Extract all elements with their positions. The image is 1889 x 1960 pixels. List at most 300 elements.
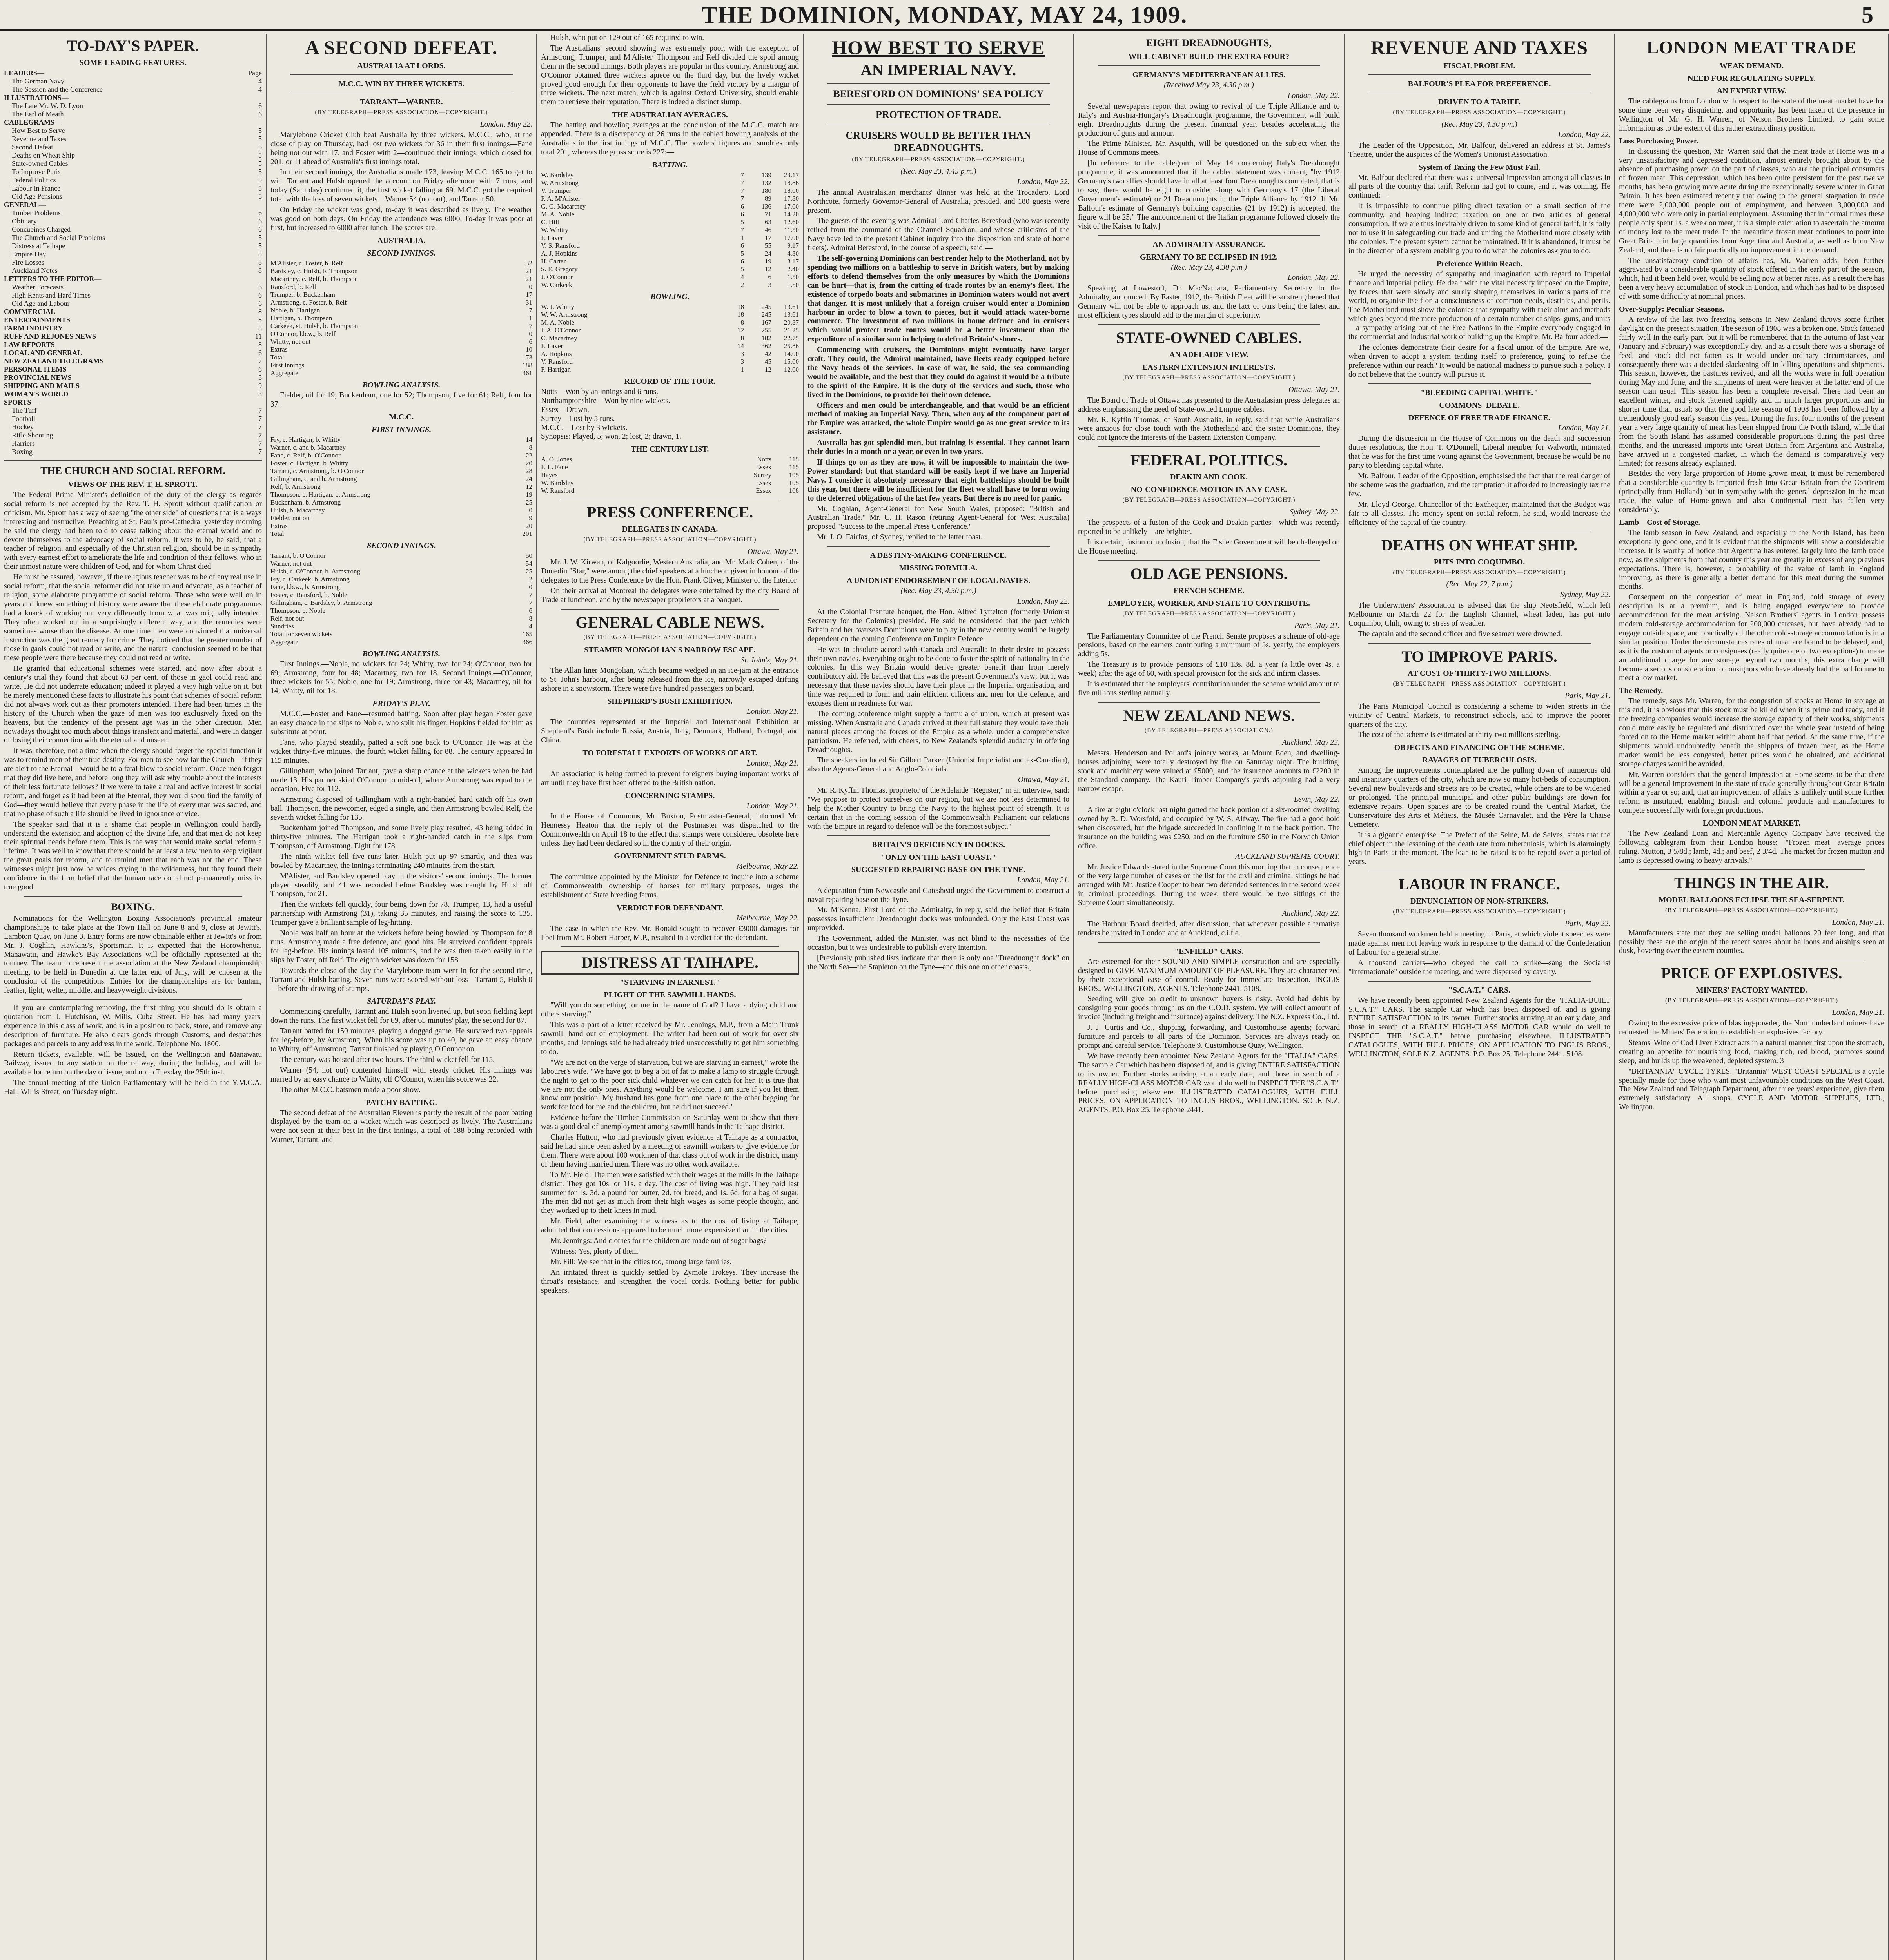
- paragraph: Officers and men could be interchangeable, and that would be an efficient method of making an Imperial Navy. Then, when any of the component part of the Empire was attacked, the whole Empire would go as one great service to its assistance.: [807, 401, 1069, 437]
- paragraph: Mr. Field, after examining the witness as to the cost of living at Taihape, admitted that concessions appeared to be much more expensive than in the cities.: [541, 1217, 799, 1235]
- table-row: [270, 444, 532, 452]
- paragraph: Fane, who played steadily, patted a soft one back to O'Connor. He was at the wicket thirty-five minutes, the fourth wicket falling for 88. The century appeared in 115 minutes.: [270, 738, 532, 765]
- index-page: 5: [258, 176, 262, 184]
- record-line: Northamptonshire—Won by nine wickets.: [541, 396, 670, 405]
- paragraph: In the House of Commons, Mr. Buxton, Postmaster-General, informed Mr. Hennessy Heaton that the reply of the Postmaster was dispatched to the Commonwealth on April 18 to the effect that stamps were considered obsolete here unless they had been declared so in the country of their origin.: [541, 812, 799, 848]
- headline-sub: CRUISERS WOULD BE BETTER THAN DREADNOUGHTS.: [846, 130, 1031, 153]
- paragraph: On Friday the wicket was good, to-day it was described as lively. The weather was good on both days. On Friday the attendance was 6000. To-day it was poor at first, but increased to 6000 after lunch. The scores are:: [270, 206, 532, 232]
- headline-sub: SUGGESTED REPAIRING BASE ON THE TYNE.: [851, 865, 1026, 874]
- taihape-header: DISTRESS AT TAIHAPE.: [541, 951, 799, 975]
- table-cell: V. S. Ransford: [541, 241, 580, 249]
- table-cell: Essex: [756, 463, 771, 471]
- index-row: [4, 324, 262, 332]
- headline-sub: FRENCH SCHEME.: [1173, 586, 1245, 595]
- table-cell: 63: [765, 218, 771, 226]
- paragraph: A fire at eight o'clock last night gutted the back portion of a six-roomed dwelling owned by R. D. Worsfold, and occupied by W. S. Alfway. The fire had a good hold when discovered, but the brigade succeeded in confining it to the back portion. The insurance on the building was £250, and on the furniture £50 in the Norwich Union office.: [1078, 806, 1340, 850]
- table-cell: 0: [529, 583, 532, 591]
- table-cell: 7: [529, 591, 532, 599]
- dateline: (Rec. May 22, 7 p.m.): [1446, 580, 1513, 589]
- divider: [1368, 981, 1591, 982]
- paragraph: The second defeat of the Australian Eleven is partly the result of the poor batting displayed by the team on a wicket which was described as lively. The Australians were not seen at their best in the first innings, a total of 188 being recorded, with Warner, Tarrant, and: [270, 1109, 532, 1144]
- section-subhead: The Remedy.: [1619, 686, 1663, 695]
- paragraph: During the discussion in the House of Commons on the death and succession duties resolutions, the Hon. T. O'Donnell, Liberal member for Walworth, intimated that he was for the first time voting against the Government, because he would be no party to bleeding capital white.: [1348, 434, 1610, 470]
- credit-line: (BY TELEGRAPH—PRESS ASSOCIATION—COPYRIGHT.): [1665, 997, 1838, 1004]
- table-cell: Thompson, c. Hartigan, b. Armstrong: [270, 490, 370, 498]
- dateline: London, May 21.: [746, 802, 799, 810]
- table-row: [541, 471, 799, 479]
- paragraph: Manufacturers state that they are selling model balloons 20 feet long, and that possibly these are the origin of the recent scares about balloons and airships seen at dusk, hovering over the eastern counties.: [1619, 929, 1884, 955]
- index-label: The Session and the Conference: [12, 85, 103, 93]
- headline-sub: AN IMPERIAL NAVY.: [860, 61, 1016, 79]
- table-cell: W. Bardsley: [541, 479, 574, 487]
- table-cell: 182: [761, 334, 771, 342]
- divider: [1098, 235, 1320, 236]
- table-row: [541, 487, 799, 495]
- cable-title: CONCERNING STAMPS.: [625, 791, 715, 800]
- advert-paragraph: The annual meeting of the Union Parliamentary will be held in the Y.M.C.A. Hall, Willis Street, on Tuesday night.: [4, 1079, 262, 1096]
- table-cell: Total: [270, 530, 284, 537]
- index-label: To Improve Paris: [12, 168, 61, 176]
- paragraph: On their arrival at Montreal the delegates were entertained by the city Board of Trade at luncheon, and by the newspaper proprietors at a banquet.: [541, 586, 799, 604]
- index-row: [4, 341, 262, 349]
- table-cell: 201: [522, 530, 532, 537]
- paragraph: He urged the necessity of sympathy and imagination with regard to Imperial finance and Imperial policy. He dealt with the vital necessity imposed on the Empire, by forces that were slowly and surely shaping themselves in various parts of the world, to organise itself on a consciousness of common needs, destinies, and perils. The Motherland must show the colonies that sympathy with their aims and methods which goes beyond the mere production of a certain number of ships, guns, and units—a sympathy arising out of the Free Nations in the Empire everybody engaged in the commercial and industrial work of building up the Empire. Mr. Balfour added:—: [1348, 270, 1610, 341]
- headline-sub: GERMANY'S MEDITERRANEAN ALLIES.: [1132, 71, 1286, 79]
- table-cell: 6: [740, 210, 744, 218]
- index-label: The Earl of Meath: [12, 110, 64, 118]
- index-page: 7: [258, 448, 262, 456]
- index-row: [4, 283, 262, 291]
- cable-news-header: GENERAL CABLE NEWS.: [575, 613, 764, 631]
- index-label: Labour in France: [12, 184, 60, 192]
- table-cell: A. J. Hopkins: [541, 249, 578, 257]
- index-row: [4, 143, 262, 151]
- paragraph: The captain and the second officer and five seamen were drowned.: [1358, 630, 1562, 638]
- britain-docks-text: [807, 887, 1069, 972]
- index-page: 4: [258, 85, 262, 93]
- credit-line: (BY TELEGRAPH—PRESS ASSOCIATION—COPYRIGHT.): [852, 156, 1025, 163]
- table-cell: M. A. Noble: [541, 318, 574, 326]
- index-row: [4, 250, 262, 258]
- todays-paper-sub: SOME LEADING FEATURES.: [79, 58, 187, 67]
- table-row: [541, 342, 799, 350]
- table-row: [270, 630, 532, 638]
- index-row: [4, 448, 262, 456]
- paragraph: Then the wickets fell quickly, four being down for 78. Trumper, 13, had a useful partnership with Armstrong (31), taking 35 minutes, and raising the score to 135. Trumper gave a brilliant sample of leg-hitting.: [270, 900, 532, 927]
- bleeding-capital-header: "BLEEDING CAPITAL WHITE.": [1421, 388, 1538, 397]
- headline-sub: A UNIONIST ENDORSEMENT OF LOCAL NAVIES.: [846, 576, 1031, 585]
- table-cell: Carkeek, st. Hulsh, b. Thompson: [270, 322, 358, 330]
- table-row: [541, 281, 799, 289]
- paragraph: Commencing carefully, Tarrant and Hulsh soon livened up, but soon fielding kept down the runs. The first wicket fell for 69, after 65 minutes' play, the second for 87.: [270, 1007, 532, 1025]
- enfield-header: "ENFIELD" CARS.: [1174, 947, 1243, 956]
- paragraph: The ninth wicket fell five runs later. Hulsh put up 97 smartly, and then was bowled by Macartney, the innings terminating 240 minutes from the start.: [270, 852, 532, 870]
- table-cell: 89: [765, 194, 771, 202]
- table-cell: Whitty, not out: [270, 338, 311, 345]
- table-cell: 22: [526, 451, 532, 459]
- table-row: [270, 283, 532, 291]
- paragraph: Mr. Balfour declared that there was a universal impression amongst all classes in all parts of the country that tariff Reform had got to come, and it was coming. He continued:—: [1348, 173, 1610, 200]
- table-row: [541, 463, 799, 471]
- table-label: BATTING.: [652, 160, 688, 169]
- table-cell: 167: [761, 318, 771, 326]
- market-header: LONDON MEAT MARKET.: [1702, 819, 1801, 828]
- paragraph: Are esteemed for their SOUND AND SIMPLE construction and are especially designed to GIVE MAXIMUM AMOUNT OF PLEASURE. They are characterized by their exceptional ease of control. Ready for immediate inspection. INGLIS BROS., WELLINGTON, AGENTS. Telephone 2441. 5108.: [1078, 957, 1340, 993]
- dateline: Auckland, May 23.: [1282, 738, 1340, 747]
- press-conference-header: PRESS CONFERENCE.: [586, 503, 753, 521]
- table-row: [270, 361, 532, 369]
- table-row: [541, 242, 799, 250]
- paragraph: The Australians' second showing was extremely poor, with the exception of Armstrong, Trumper, and M'Alister. Thompson and Relf divided the spoil among them in the second innings. Both players are popular in this country. Armstrong and O'Connor obtained three wickets apiece on the third day, but the lively wicket proved good enough for their opponents to have the field victory by a margin of three wickets. The next match, which is against Oxford University, should enable them to retrieve their reputation. There is indeed a distinct slump.: [541, 44, 799, 107]
- column-3: [537, 34, 804, 1960]
- index-label: Second Defeat: [12, 143, 53, 151]
- innings-label: FIRST INNINGS.: [371, 425, 432, 434]
- table-cell: 362: [761, 342, 771, 350]
- table-cell: 1: [740, 365, 744, 373]
- table-cell: Buckenham, b. Armstrong: [270, 498, 341, 506]
- index-page: 5: [258, 192, 262, 200]
- index-page: 8: [258, 250, 262, 258]
- paragraph: To Mr. Field: The men were satisfied with their wages at the mills in the Taihape district. They got 10s. or 11s. a day. The cost of living was high. They paid last summer for 1s. 3d. a pound for butter, 2d. for bread, and 1s. 6d. for a bag of sugar. The men did not get as much from their high wages as some people thought, and they worked up to their knees in mud.: [541, 1171, 799, 1215]
- index-row: [4, 390, 262, 398]
- paragraph: Mr. M'Kenna, First Lord of the Admiralty, in reply, said the belief that Britain possesses insufficient Dreadnought docks was unfounded. Only the East Coast was unprovided.: [807, 906, 1069, 933]
- credit-line: (BY TELEGRAPH—PRESS ASSOCIATION—COPYRIGHT.): [1393, 569, 1566, 576]
- paragraph: Marylebone Cricket Club beat Australia by three wickets. M.C.C., who, at the close of play on Thursday, had lost two wickets for 36 in their first innings—Fane being not out with 17, and Foster with 2—continued their innings, which closed for 201, or 11 ahead of Australia's first innings total.: [270, 131, 532, 166]
- table-cell: Fielder, not out: [270, 514, 311, 522]
- beresford-quote: [807, 254, 1069, 503]
- table-cell: 1.50: [787, 273, 799, 281]
- century-header: THE CENTURY LIST.: [631, 445, 709, 454]
- table-cell: W. J. Whitty: [541, 303, 575, 310]
- paragraph: An irritated threat is quickly settled by Zymole Trokeys. They increase the throat's resistance, and strengthen the vocal cords. Nothing better for public speakers.: [541, 1268, 799, 1295]
- paragraph: The self-governing Dominions can best render help to the Motherland, not by spending two millions on a battleship to serve in British waters, but by making efforts to defend themselves from the only measures by which the Dominions can be hurt—that is, from the cutting of trade routes by an enemy's fleet. The existence of torpedo boats and submarines in Dominion waters would not avert that danger. It is most unlikely that a foreign cruiser would enter a Dominion harbour in order to blow a town to pieces, but it would attack water-borne commerce. The investment of two millions in home defence and in cruisers which would protect trade routes would be a better investment than the expenditure of a similar sum in helping to defend Britain's shores.: [807, 254, 1069, 344]
- paragraph: The Parliamentary Committee of the French Senate proposes a scheme of old-age pensions, based on the earners contributing a minimum of 5s. yearly, the employers adding 5s.: [1078, 632, 1340, 659]
- table-row: [541, 195, 799, 203]
- table-cell: 12.60: [784, 218, 799, 226]
- explosives-header: PRICE OF EXPLOSIVES.: [1661, 964, 1842, 982]
- table-row: [541, 303, 799, 311]
- column-4: [804, 34, 1074, 1960]
- church-sub: VIEWS OF THE REV. T. H. SPROTT.: [68, 480, 198, 489]
- revenue-taxes-header: REVENUE AND TAXES: [1370, 36, 1588, 58]
- table-cell: 0: [529, 506, 532, 514]
- table-cell: 13.61: [784, 310, 799, 318]
- scoreboard-header: M.C.C.: [389, 412, 414, 421]
- paragraph: The other M.C.C. batsmen made a poor show.: [280, 1085, 421, 1094]
- table-row: [270, 599, 532, 607]
- table-row: [270, 260, 532, 267]
- index-label: LAW REPORTS: [4, 341, 55, 348]
- paragraph: J. J. Curtis and Co., shipping, forwarding, and Customhouse agents; forward furniture and parcels to all parts of the Dominion. Services are always ready on prompt and careful service. Telephone 9. Customhouse Quay, Wellington.: [1078, 1024, 1340, 1050]
- index-page: 6: [258, 349, 262, 357]
- table-row: [541, 273, 799, 281]
- paragraph: The committee appointed by the Minister for Defence to inquire into a scheme of Commonwealth ownership of horses for military purposes, urges the establishment of State breeding farms.: [541, 873, 799, 899]
- dateline: London, May 21.: [1832, 1009, 1884, 1017]
- saturday-text: [270, 1007, 532, 1094]
- table-cell: Surrey: [753, 471, 771, 479]
- paragraph: He must be assured, however, if the religious teacher was to be of any real use in social reform, that the social reformer did not take up and advocate, as a teacher of religion, some elaborate programme of social reform. Those who were well on in years and knew something of history were aware that these elaborate programmes had a knack of working out very differently from what was originally intended. They often worked out in a surprisingly different way, and the remedies were sometimes worse than the disease. At one time men were convinced that universal instruction was the great remedy for crime. They noticed that the greater number of those in gaols could not read or write, and the natural conclusion seemed to be that these people were there because they could not read or write.: [4, 573, 262, 662]
- table-cell: 25: [526, 567, 532, 575]
- dateline: Ottawa, May 21.: [1288, 385, 1340, 394]
- headline-sub: DELEGATES IN CANADA.: [622, 525, 718, 534]
- table-row: [541, 187, 799, 195]
- paragraph: It is impossible to continue piling direct taxation on a small section of the community, and heaping indirect taxation on one or two articles of general consumption. If we are thus inevitably driven to some kind of general tariff, it is folly not to use it in safeguarding our trade and uniting the Motherland more closely with the colonies. The present system cannot be maintained. If it is abandoned, it must be in the direction of a system enabling you to do what the colonies ask you to do.: [1348, 202, 1610, 255]
- headline-sub: BALFOUR'S PLEA FOR PREFERENCE.: [1408, 80, 1551, 88]
- table-cell: Essex: [756, 479, 771, 487]
- averages-header: THE AUSTRALIAN AVERAGES.: [612, 111, 728, 120]
- table-cell: 23.17: [784, 171, 799, 179]
- table-cell: 25: [526, 498, 532, 506]
- table-cell: 21.25: [784, 326, 799, 334]
- table-cell: 14: [737, 342, 744, 350]
- table-cell: 55: [765, 241, 771, 249]
- cable-title: GOVERNMENT STUD FARMS.: [614, 852, 726, 861]
- table-cell: 22.75: [784, 334, 799, 342]
- index-label: SHIPPING AND MAILS: [4, 382, 80, 390]
- table-row: [270, 506, 532, 514]
- table-cell: P. A. M'Alister: [541, 194, 581, 202]
- table-cell: 115: [789, 463, 799, 471]
- paragraph: It is a gigantic enterprise. The Prefect of the Seine, M. de Selves, states that the chief object in the lessening of the death rate from tuberculosis, which is alarmingly high in Paris at the moment. The loan to be raised is to be repaid over a period of years.: [1348, 831, 1610, 866]
- table-cell: A. O. Jones: [541, 456, 572, 463]
- table-cell: 17.00: [784, 234, 799, 241]
- eight-dreadnoughts-header: EIGHT DREADNOUGHTS,: [1146, 37, 1272, 49]
- table-cell: M. A. Noble: [541, 210, 574, 218]
- table-row: [270, 530, 532, 538]
- table-row: [541, 311, 799, 319]
- table-row: [270, 354, 532, 361]
- paragraph: The Treasury is to provide pensions of £10 13s. 8d. a year (a little over 4s. a week) after the age of 60, with special provision for the sick and infirm classes.: [1078, 661, 1340, 678]
- table-cell: Fry, c. Hartigan, b. Whitty: [270, 436, 341, 443]
- table-cell: 14: [526, 436, 532, 443]
- paragraph: Buckenham joined Thompson, and some lively play resulted, 43 being added in thirty-five minutes. The Hartigan took a right-handed catch in the slips from Thompson, off Armstrong. Eight for 178.: [270, 824, 532, 850]
- church-header: THE CHURCH AND SOCIAL REFORM.: [40, 465, 225, 476]
- index-row: [4, 118, 262, 127]
- masthead-title: THE DOMINION, MONDAY, MAY 24, 1909.: [701, 2, 1188, 28]
- index-row: [4, 127, 262, 135]
- index-row: [4, 85, 262, 94]
- section-subhead: SATURDAY'S PLAY.: [367, 997, 436, 1006]
- credit-line: (BY TELEGRAPH—PRESS ASSOCIATION—COPYRIGHT.): [1393, 109, 1566, 116]
- paragraph: The unsatisfactory condition of affairs has, Mr. Warren adds, been further aggravated by a considerable quantity of stock offered in the early part of the season, which, had it been held over, would be selling now at better rates. As a result there has been a very heavy accumulation of stock in London, and which has had to be disposed of with some difficulty at nominal prices.: [1619, 256, 1884, 301]
- britain-docks-header: BRITAIN'S DEFICIENCY IN DOCKS.: [871, 840, 1005, 849]
- index-label: PERSONAL ITEMS: [4, 365, 67, 373]
- record-list: [541, 388, 799, 441]
- index-row: [4, 242, 262, 250]
- dateline: (Rec. May 23, 4.30 p.m.): [1441, 120, 1517, 129]
- divider: [1639, 869, 1865, 870]
- table-row: [270, 607, 532, 615]
- table-cell: C. Macartney: [541, 334, 577, 342]
- divider: [1368, 383, 1591, 384]
- table-cell: Aggregate: [270, 638, 298, 646]
- table-row: [270, 514, 532, 522]
- dateline: (Received May 23, 4.30 p.m.): [1164, 81, 1254, 89]
- divider: [24, 999, 242, 1000]
- table-row: [541, 179, 799, 187]
- divider: [1098, 702, 1320, 703]
- index-label: GENERAL—: [4, 201, 46, 209]
- table-cell: 12.00: [784, 365, 799, 373]
- headline-sub: PLIGHT OF THE SAWMILL HANDS.: [604, 991, 736, 1000]
- enfield-adverts: [1078, 958, 1340, 1115]
- table-cell: 6: [529, 338, 532, 345]
- paragraph: At the Colonial Institute banquet, the Hon. Alfred Lyttelton (formerly Unionist Secretary for the Colonies) presided. He said he considered that the pact which Britain and her overseas Dominions were to play in the new century would be largely dependent on the coming Conference on Empire Defence.: [807, 608, 1069, 643]
- table-cell: 17: [765, 234, 771, 241]
- credit-line: (BY TELEGRAPH—PRESS ASSOCIATION—COPYRIGHT.): [583, 633, 757, 641]
- index-page: 5: [258, 242, 262, 250]
- paragraph: [Previously published lists indicate that there is only one "Dreadnought dock" on the North Sea—the Stapleton on the Tyne—and this one on other coasts.]: [807, 954, 1069, 971]
- table-row: [541, 327, 799, 334]
- divider: [1098, 560, 1320, 561]
- table-cell: W. Carkeek: [541, 281, 572, 289]
- table-cell: 8: [529, 443, 532, 451]
- table-cell: 24: [526, 475, 532, 483]
- divider: [1368, 643, 1591, 644]
- paragraph: [In reference to the cablegram of May 14 concerning Italy's Dreadnought programme, it was announced that if the cabled statement was correct, "by 1912 Germany's two allies should have in all at least four Dreadnoughts completed; that is to say, there would be eight to consider along with Germany's 17 (the Liberal Government's estimate) or 21 Dreadnoughts in the Triple Alliance by 1912. If Mr. Balfour's estimate of Germany's building capacities (21 by 1912) is accepted, the figure will be 25." The announcement of the Italian programme followed closely the visit of the Kaiser to Italy.]: [1078, 159, 1340, 230]
- table-cell: Gillingham, c. and b. Armstrong: [270, 475, 357, 483]
- index-page: 5: [258, 184, 262, 192]
- section-subhead: OBJECTS AND FINANCING OF THE SCHEME.: [1394, 743, 1565, 752]
- table-cell: Fane, l.b.w., b. Armstrong: [270, 583, 340, 591]
- paragraph: This was a part of a letter received by Mr. Jennings, M.P., from a Main Trunk sawmill hand out of employment. The writer had been out of work for over six months, and Jennings said he had already tried unsuccessfully to get him something to do.: [541, 1021, 799, 1056]
- table-cell: 6: [740, 202, 744, 210]
- divider: [827, 546, 1050, 547]
- index-page: 9: [258, 382, 262, 390]
- table-row: [270, 483, 532, 491]
- table-row: [270, 452, 532, 459]
- credit-line: (BY TELEGRAPH—PRESS ASSOCIATION—COPYRIGHT.): [1393, 908, 1566, 915]
- table-cell: 19: [765, 257, 771, 265]
- index-page: 8: [258, 341, 262, 348]
- paragraph: M.C.C.—Foster and Fane—resumed batting. Soon after play began Foster gave an easy chance in the slips to Noble, who spilt his finger. Hopkins fielded for him as substitute at point.: [270, 710, 532, 737]
- paragraph: "We are not on the verge of starvation, but we are starving in earnest," wrote the labourer's wife. "We have got to beg a bit of fat to make a lamp to struggle through the night to get to the poor sick child whatever we can catch for her. It is true that we are not the only ones. Anything would be welcome. I am sure if you let them know our position. My husband has gone from one place to the other begging for work for food for me and the children, but he did not succeed.": [541, 1058, 799, 1112]
- index-row: [4, 423, 262, 431]
- table-cell: 5: [740, 218, 744, 226]
- index-label: PROVINCIAL NEWS: [4, 374, 72, 381]
- record-line: Essex—Drawn.: [541, 405, 589, 414]
- paragraph: Witness: Yes, plenty of them.: [550, 1247, 640, 1256]
- index-page: 3: [258, 374, 262, 381]
- meat-trade-header: LONDON MEAT TRADE: [1646, 37, 1857, 57]
- index-page: 5: [258, 168, 262, 176]
- table-row: [541, 334, 799, 342]
- index-row: [4, 110, 262, 118]
- table-cell: 3: [740, 358, 744, 365]
- dateline: Paris, May 21.: [1294, 621, 1340, 630]
- table-row: [541, 234, 799, 242]
- headline-sub: WILL CABINET BUILD THE EXTRA FOUR?: [1129, 53, 1289, 61]
- table-row: [270, 568, 532, 575]
- table-cell: 14.00: [784, 350, 799, 358]
- table-cell: O'Connor, l.b.w., b. Relf: [270, 330, 336, 338]
- table-row: [270, 583, 532, 591]
- index-row: [4, 160, 262, 168]
- innings-label: SECOND INNINGS.: [367, 249, 436, 258]
- section-subhead: Lamb—Cost of Storage.: [1619, 518, 1700, 527]
- table-cell: Relf, not out: [270, 614, 304, 622]
- dateline: London, May 22.: [1558, 131, 1610, 139]
- scat-header: "S.C.A.T." CARS.: [1448, 985, 1511, 995]
- table-cell: Ransford, b. Relf: [270, 283, 317, 290]
- paragraph: Seeding will give on credit to unknown buyers is risky. Avoid bad debts by consigning your goods through us on the C.O.D. system. We will collect amount of invoice (including freight and insurance) against delivery. The N.Z. Express Co., Ltd.: [1078, 995, 1340, 1022]
- table-cell: 173: [522, 353, 532, 361]
- table-row: [541, 218, 799, 226]
- page-number: 5: [1862, 2, 1873, 28]
- headline-sub: FISCAL PROBLEM.: [1443, 62, 1515, 70]
- section-subhead: Over-Supply: Peculiar Seasons.: [1619, 305, 1724, 314]
- table-cell: 12: [526, 483, 532, 490]
- table-cell: 12: [737, 326, 744, 334]
- table-cell: Total: [270, 353, 284, 361]
- section-subhead: RAVAGES OF TUBERCULOSIS.: [1422, 756, 1537, 765]
- index-row: [4, 365, 262, 374]
- table-cell: Extras: [270, 522, 288, 530]
- paragraph: First Innings.—Noble, no wickets for 24; Whitty, two for 24; O'Connor, two for 69; Armstrong, four for 48; Macartney, two for 18. Second Innings.—O'Connor, three wickets for 55; Noble, one for 19; Armstrong, three for 43; Macartney, nil for 14; Whitty, nil for 18.: [270, 660, 532, 695]
- index-page: 3: [258, 316, 262, 324]
- table-row: [270, 330, 532, 338]
- dateline: London, May 22.: [1017, 178, 1069, 186]
- headline-sub: COMMONS' DEBATE.: [1439, 401, 1520, 410]
- index-label: Timber Problems: [12, 209, 61, 217]
- table-cell: 20: [526, 459, 532, 467]
- index-page: 6: [258, 225, 262, 233]
- table-cell: 8: [529, 614, 532, 622]
- index-page: 5: [258, 135, 262, 143]
- index-row: [4, 267, 262, 275]
- credit-line: (BY TELEGRAPH—PRESS ASSOCIATION—COPYRIGHT.): [583, 536, 757, 543]
- index-page: 6: [258, 291, 262, 299]
- table-row: [270, 369, 532, 377]
- table-row: [541, 203, 799, 211]
- paragraph: Seven thousand workmen held a meeting in Paris, at which violent speeches were made against men not leaving work in response to the demand of the Confederation of Labour for a general strike.: [1348, 930, 1610, 956]
- table-cell: Aggregate: [270, 369, 298, 377]
- divider: [1098, 942, 1320, 943]
- table-cell: 45: [765, 358, 771, 365]
- table-cell: Fane, c. Relf, b. O'Connor: [270, 451, 341, 459]
- index-page: 6: [258, 110, 262, 118]
- dateline: London, May 22.: [1287, 91, 1340, 100]
- table-cell: 1.50: [787, 281, 799, 289]
- table-cell: F. Hartigan: [541, 365, 571, 373]
- index-label: SPORTS—: [4, 398, 38, 406]
- paragraph: Consequent on the congestion of meat in England, cold storage of every description is at a premium, and is being engaged everywhere to provide accommodation for the meat arriving. Nelson Brothers' agents in London possess modern cold-storage accommodation for 200,000 carcases, but have already had to engage outside space, and practically all the other cold-storage accommodation is in a similar position. Under the circumstances rates of meat are bound to be delayed, and, as it is the custom of agents or consignees (really quite one or two exceptions) to make an additional charge for any storage beyond two months, this extra charge will become a serious consideration to consignors who have already had the bad fortune to meet a low market.: [1619, 593, 1884, 682]
- paragraph: The speaker said that it is a shame that people in Wellington could hardly understand the extension and adoption of the divine life, and that men do not keep their spiritual needs before them. This is the way that would make social reform a lifetime. It was well to know that there should be at least a few men to keep vigilant the great goals for reform, and to remind men that each was not the end. These witnesses might just now be voices crying in the wilderness, but they found their confidence in the firm belief that the human race could not permanently miss its true good.: [4, 820, 262, 891]
- section-subhead: FRIDAY'S PLAY.: [372, 699, 430, 708]
- headline-sub: AT COST OF THIRTY-TWO MILLIONS.: [1408, 669, 1551, 678]
- labour-france-header: LABOUR IN FRANCE.: [1398, 875, 1561, 893]
- table-row: [270, 491, 532, 499]
- table-cell: F. L. Fane: [541, 463, 568, 471]
- paragraph: It was, therefore, not a time when the clergy should forget the special function it was to remind men of their true destiny. For men to see how far the Church—if they are alert to the Eternal—would be to a fatal blow to social reform. Once men forgot that they did live here, and before long they will ask why trouble about the interests of their less fortunate fellows? If we were to take a real and active interest in social reform, and forget as it had been at the Eternal, they would soon find the family of God—they would believe that every phase in the life of every man was sacred, and that no phase of such a life should be lived in ignorance or vice.: [4, 747, 262, 818]
- index-label: How Best to Serve: [12, 127, 65, 134]
- table-cell: Notts: [757, 456, 771, 463]
- table-cell: V. Ransford: [541, 358, 573, 365]
- cable-title: STEAMER MONGOLIAN'S NARROW ESCAPE.: [584, 645, 756, 654]
- table-row: [270, 436, 532, 444]
- divider: [827, 104, 1050, 105]
- divider: [1368, 74, 1591, 75]
- table-cell: Macartney, c. Relf, b. Thompson: [270, 275, 358, 283]
- table-cell: Hulsh, b. Macartney: [270, 506, 325, 514]
- table-row: [270, 338, 532, 346]
- masthead: [0, 0, 1889, 29]
- score-table: [270, 552, 532, 646]
- table-cell: Extras: [270, 345, 288, 353]
- index-page: 8: [258, 258, 262, 266]
- index-page: 6: [258, 283, 262, 291]
- advert-paragraph: We have recently been appointed New Zealand Agents for the "ITALIA-BUILT S.C.A.T." CARS. The sample Car which has been disposed of, and is giving ENTIRE SATISFACTION to its owner. Further stocks arriving at an early date, and those in search of a REALLY HIGH-CLASS MOTOR CAR would do well to INSPECT THE "S.C.A.T." before purchasing elsewhere. ILLUSTRATED CATALOGUES, WITH FULL PRICES, ON APPLICATION TO INGLIS BROS., WELLINGTON, SOLE N.Z. AGENTS. P.O. Box 25. Telephone 2441. 5108.: [1348, 996, 1610, 1059]
